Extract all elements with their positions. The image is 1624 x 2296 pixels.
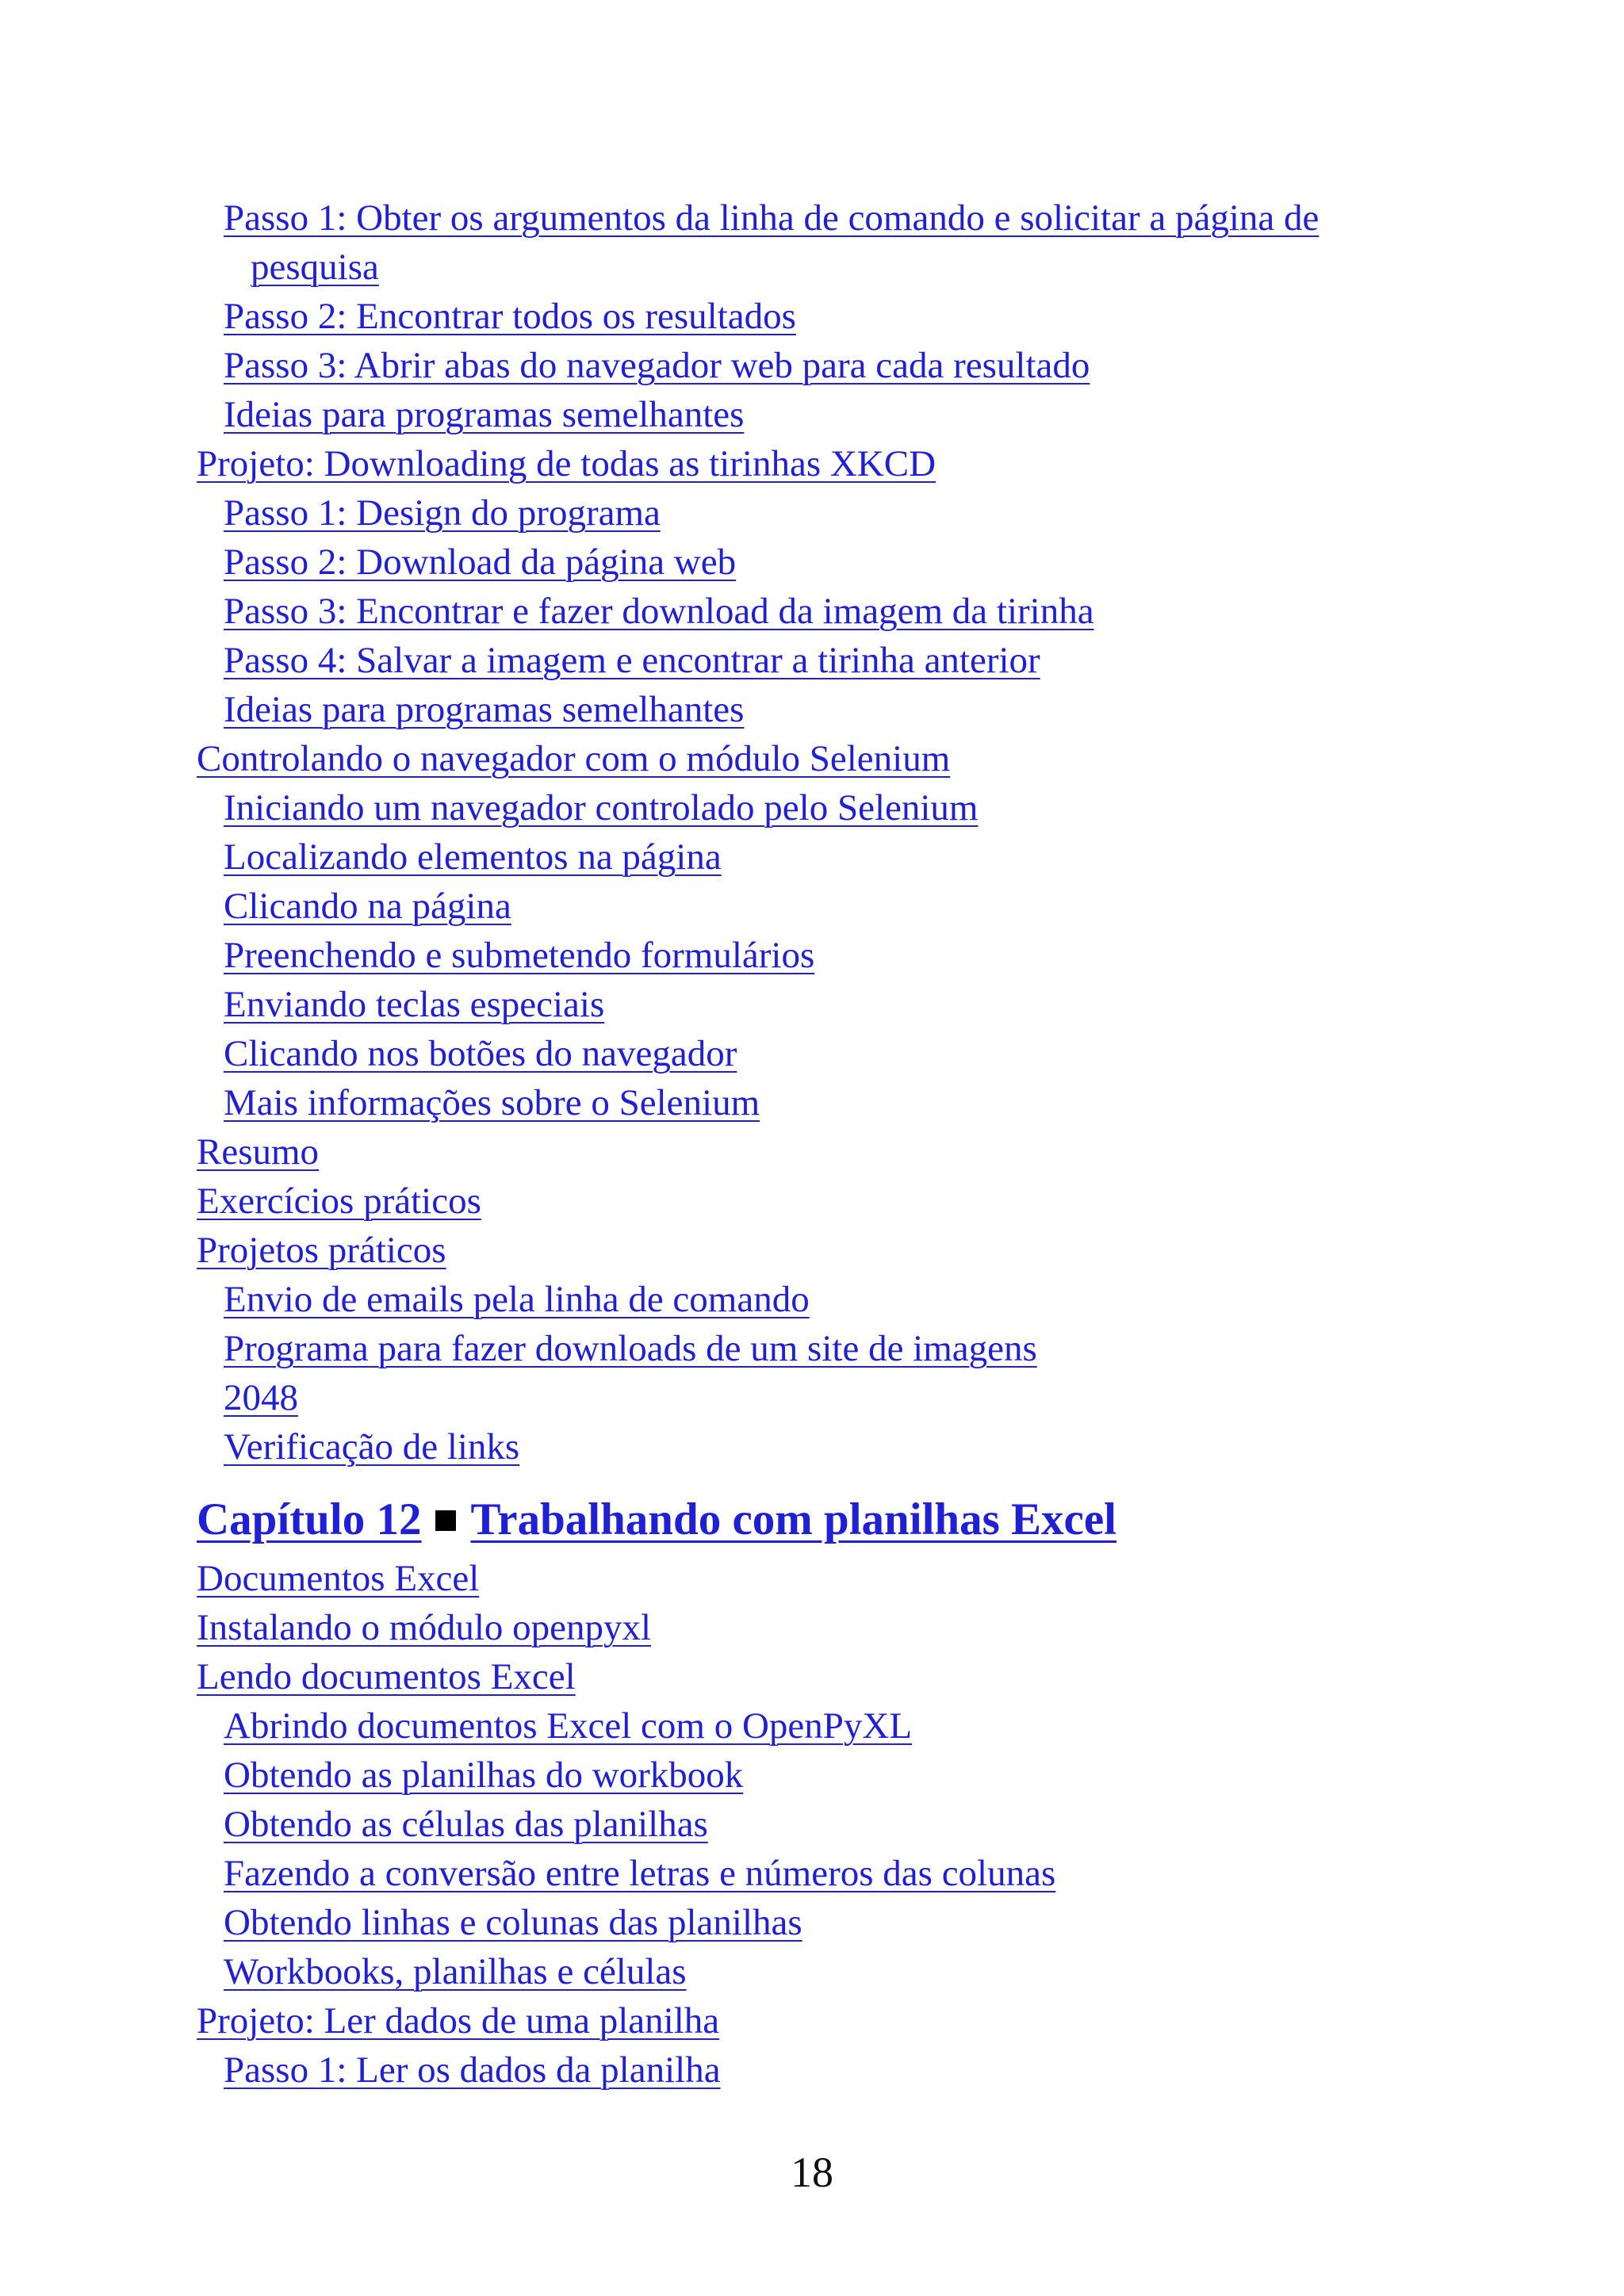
chapter-heading [197,1490,1434,1549]
toc-entry-link[interactable]: Iniciando um navegador controlado pelo Selenium [224,787,979,828]
toc-entry-link[interactable]: Programa para fazer downloads de um site de imagens [224,1328,1037,1369]
toc-entry-link[interactable]: Ideias para programas semelhantes [224,689,745,730]
toc-entry-link[interactable]: Passo 4: Salvar a imagem e encontrar a tirinha anterior [224,640,1040,681]
toc-entry-link[interactable]: Ideias para programas semelhantes [224,394,745,435]
toc-entry-link[interactable]: Documentos Excel [197,1558,480,1599]
toc-entry-link[interactable]: Passo 2: Encontrar todos os resultados [224,296,796,337]
toc-entry-link[interactable]: Obtendo as células das planilhas [224,1804,708,1845]
toc-entry-link[interactable]: Clicando nos botões do navegador [224,1033,737,1074]
toc-entry-link[interactable]: Localizando elementos na página [224,836,722,878]
toc-entry-link[interactable]: Envio de emails pela linha de comando [224,1279,810,1320]
toc-entry-link[interactable]: Controlando o navegador com o módulo Selenium [197,738,951,779]
table-of-contents [197,193,1434,2095]
toc-entry-link[interactable]: Projeto: Ler dados de uma planilha [197,2000,720,2042]
toc-entry-link[interactable]: Verificação de links [224,1426,520,1468]
toc-section-previous-chapter [197,193,1434,1471]
toc-entry-link[interactable]: Fazendo a conversão entre letras e números das colunas [224,1853,1056,1894]
toc-entry-link[interactable]: Clicando na página [224,886,511,927]
toc-entry-link[interactable]: Preenchendo e submetendo formulários [224,935,815,976]
toc-entry-link[interactable]: Lendo documentos Excel [197,1656,576,1697]
toc-entry-link[interactable]: Obtendo linhas e colunas das planilhas [224,1902,802,1943]
toc-entry-link[interactable]: Resumo [197,1131,320,1173]
toc-entry-link[interactable]: Exercícios práticos [197,1181,481,1222]
toc-entry-link[interactable]: Mais informações sobre o Selenium [224,1082,760,1123]
toc-entry-link[interactable]: Instalando o módulo openpyxl [197,1607,652,1648]
toc-entry-link[interactable]: Passo 1: Design do programa [224,492,661,534]
toc-entry-link[interactable]: Passo 1: Obter os argumentos da linha de comando e solicitar a página de pesquisa [224,197,1320,288]
toc-entry-link[interactable]: Passo 2: Download da página web [224,541,737,583]
toc-entry-link[interactable]: 2048 [224,1377,298,1418]
toc-entry-link[interactable]: Passo 1: Ler os dados da planilha [224,2049,721,2091]
chapter-number-link[interactable]: Capítulo 12 [197,1494,422,1544]
toc-entry-link[interactable]: Passo 3: Encontrar e fazer download da imagem da tirinha [224,591,1094,632]
toc-section-chapter-12 [197,1554,1434,2095]
toc-entry-link[interactable]: Projeto: Downloading de todas as tirinhas XKCD [197,443,936,484]
chapter-title-link[interactable]: Trabalhando com planilhas Excel [470,1494,1116,1544]
page-number: 18 [791,2149,833,2196]
toc-entry-link[interactable]: Passo 3: Abrir abas do navegador web para cada resultado [224,345,1090,386]
toc-entry-link[interactable]: Abrindo documentos Excel com o OpenPyXL [224,1705,913,1747]
toc-entry-link[interactable]: Obtendo as planilhas do workbook [224,1755,744,1796]
toc-entry-link[interactable]: Workbooks, planilhas e células [224,1951,687,1992]
toc-entry-link[interactable]: Enviando teclas especiais [224,984,605,1025]
toc-entry-link[interactable]: Projetos práticos [197,1230,446,1271]
black-square-separator-icon [435,1510,456,1531]
